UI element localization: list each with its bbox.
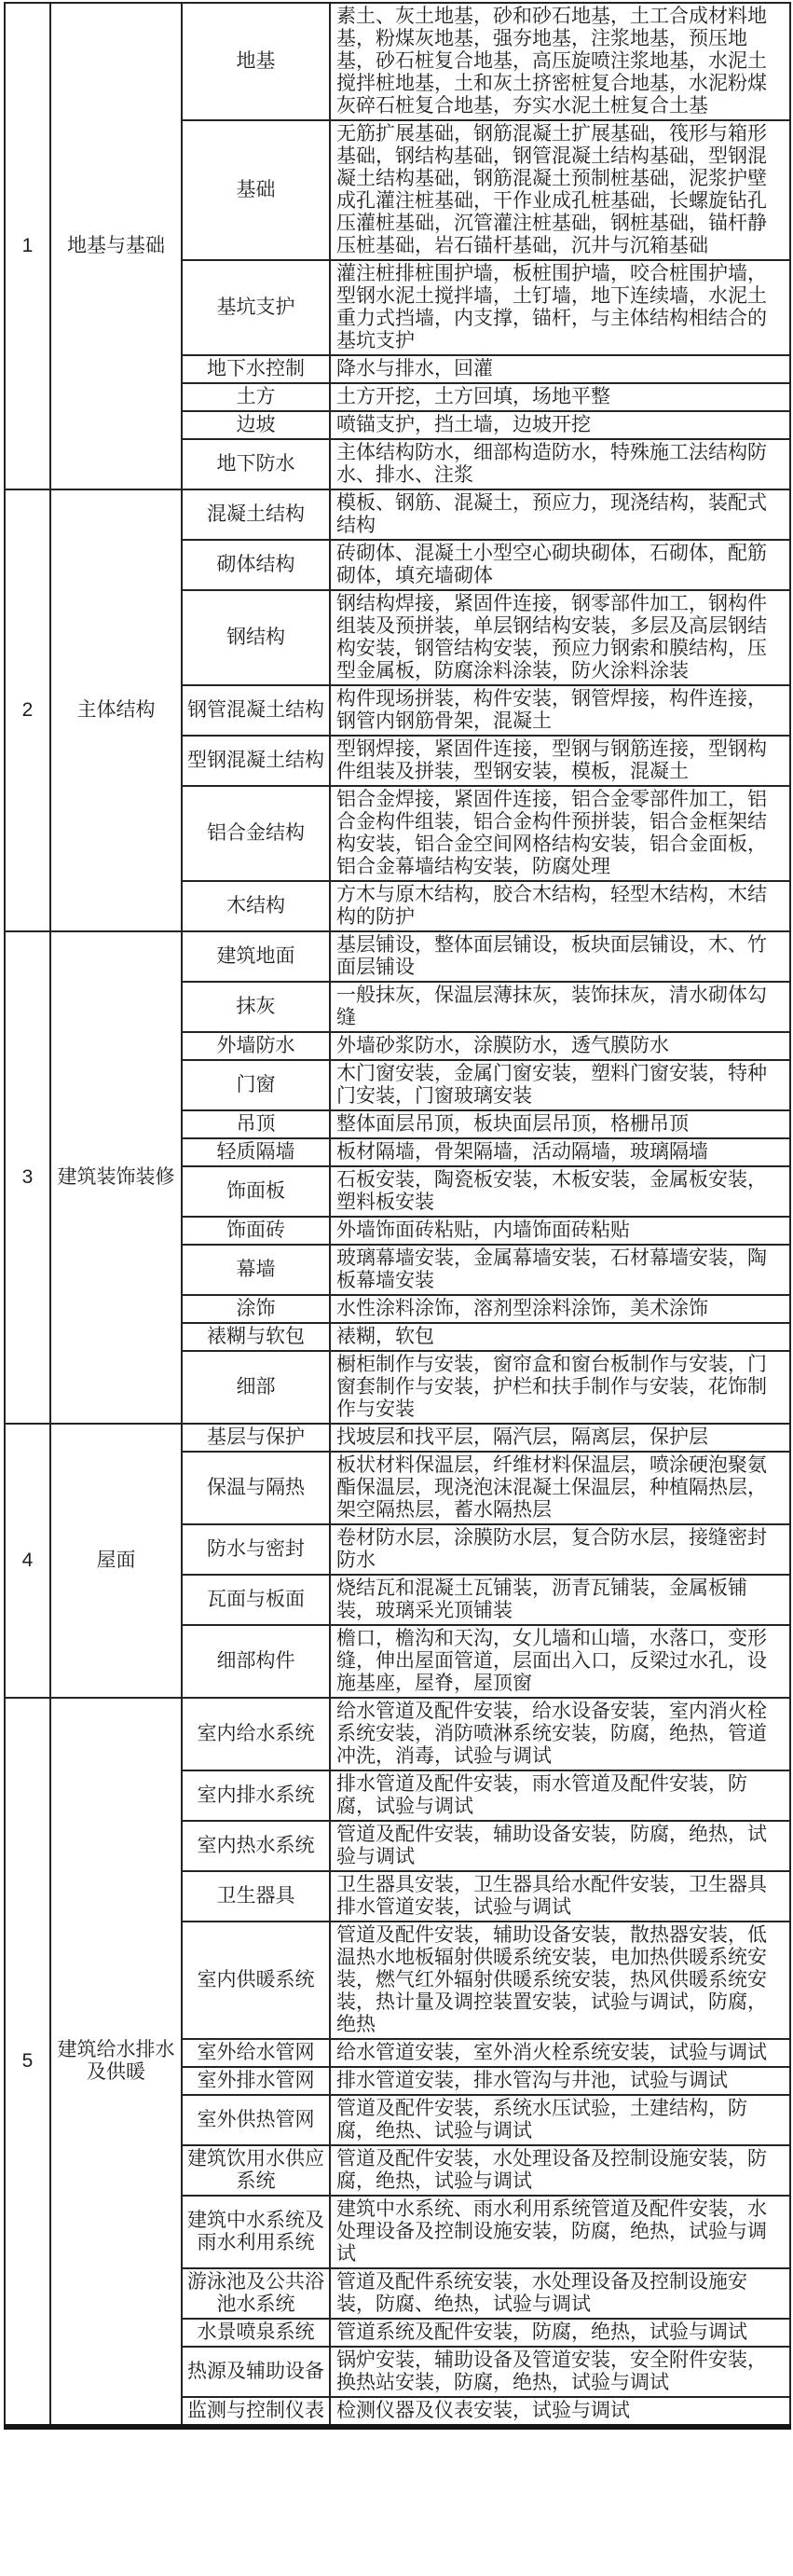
subcategory-label-cell: 室外排水管网 xyxy=(182,2067,330,2095)
subcategory-label-cell: 细部构件 xyxy=(182,1625,330,1698)
work-items-cell: 降水与排水，回灌 xyxy=(330,355,790,383)
table-row xyxy=(5,3,790,120)
work-items-cell: 檐口，檐沟和天沟，女儿墙和山墙，水落口，变形缝，伸出屋面管道，层面出入口，反梁过水孔，设施基座，屋脊，屋顶窗 xyxy=(330,1625,790,1698)
work-items-cell: 管道及配件安装，系统水压试验，土建结构，防腐，绝热、试验与调试 xyxy=(330,2095,790,2145)
work-items-cell: 钢结构焊接，紧固件连接，钢零部件加工，钢构件组装及预拼装，单层钢结构安装，多层及高层钢结构安装，钢管结构安装，预应力钢索和膜结构，压型金属板，防腐涂料涂装，防火涂料涂装 xyxy=(330,590,790,685)
subcategory-label-cell: 型钢混凝土结构 xyxy=(182,736,330,786)
work-items-cell: 木门窗安装，金属门窗安装，塑料门窗安装，特种门安装，门窗玻璃安装 xyxy=(330,1060,790,1110)
subcategory-label-cell: 地下防水 xyxy=(182,439,330,489)
subcategory-label-cell: 门窗 xyxy=(182,1060,330,1110)
subcategory-label-cell: 室外给水管网 xyxy=(182,2039,330,2067)
category-name-cell: 地基与基础 xyxy=(50,3,182,489)
subcategory-label-cell: 地基 xyxy=(182,3,330,120)
work-items-cell: 检测仪器及仪表安装，试验与调试 xyxy=(330,2397,790,2427)
construction-classification-table xyxy=(4,2,791,2430)
subcategory-label-cell: 基坑支护 xyxy=(182,260,330,355)
work-items-cell: 管道及配件安装，水处理设备及控制设施安装，防腐，绝热，试验与调试 xyxy=(330,2145,790,2196)
work-items-cell: 锅炉安装，辅助设备及管道安装，安全附件安装，换热站安装，防腐，绝热，试验与调试 xyxy=(330,2347,790,2397)
subcategory-label-cell: 室外供热管网 xyxy=(182,2095,330,2145)
subcategory-label-cell: 瓦面与板面 xyxy=(182,1575,330,1625)
work-items-cell: 烧结瓦和混凝土瓦铺装，沥青瓦铺装，金属板铺装，玻璃采光顶铺装 xyxy=(330,1575,790,1625)
work-items-cell: 基层铺设，整体面层铺设，板块面层铺设，木、竹面层铺设 xyxy=(330,931,790,982)
subcategory-label-cell: 水景喷泉系统 xyxy=(182,2319,330,2347)
subcategory-label-cell: 混凝土结构 xyxy=(182,489,330,540)
table-body xyxy=(5,3,790,2427)
table-row xyxy=(5,931,790,982)
subcategory-label-cell: 吊顶 xyxy=(182,1110,330,1138)
subcategory-label-cell: 抹灰 xyxy=(182,982,330,1032)
subcategory-label-cell: 钢管混凝土结构 xyxy=(182,685,330,736)
category-name-cell: 主体结构 xyxy=(50,489,182,931)
work-items-cell: 砖砌体、混凝土小型空心砌块砌体，石砌体，配筋砌体，填充墙砌体 xyxy=(330,540,790,590)
work-items-cell: 型钢焊接，紧固件连接，型钢与钢筋连接，型钢构件组装及拼装，型钢安装，模板，混凝土 xyxy=(330,736,790,786)
work-items-cell: 给水管道及配件安装，给水设备安装，室内消火栓系统安装，消防喷淋系统安装，防腐，绝热，管道冲洗，消毒，试验与调试 xyxy=(330,1698,790,1770)
subcategory-label-cell: 外墙防水 xyxy=(182,1032,330,1060)
subcategory-label-cell: 裱糊与软包 xyxy=(182,1323,330,1351)
subcategory-label-cell: 防水与密封 xyxy=(182,1524,330,1575)
category-number-cell: 2 xyxy=(5,489,50,931)
subcategory-label-cell: 基层与保护 xyxy=(182,1424,330,1452)
subcategory-label-cell: 土方 xyxy=(182,383,330,411)
work-items-cell: 管道及配件系统安装，水处理设备及控制设施安装，防腐、绝热，试验与调试 xyxy=(330,2268,790,2319)
table-row xyxy=(5,1424,790,1452)
subcategory-label-cell: 卫生器具 xyxy=(182,1871,330,1922)
subcategory-label-cell: 热源及辅助设备 xyxy=(182,2347,330,2397)
subcategory-label-cell: 轻质隔墙 xyxy=(182,1138,330,1166)
work-items-cell: 水性涂料涂饰，溶剂型涂料涂饰，美术涂饰 xyxy=(330,1295,790,1323)
work-items-cell: 外墙饰面砖粘贴，内墙饰面砖粘贴 xyxy=(330,1217,790,1245)
category-number-cell: 3 xyxy=(5,931,50,1424)
work-items-cell: 管道系统及配件安装，防腐，绝热，试验与调试 xyxy=(330,2319,790,2347)
work-items-cell: 找坡层和找平层，隔汽层，隔离层，保护层 xyxy=(330,1424,790,1452)
work-items-cell: 管道及配件安装，辅助设备安装，防腐，绝热，试验与调试 xyxy=(330,1821,790,1871)
subcategory-label-cell: 木结构 xyxy=(182,881,330,931)
work-items-cell: 卷材防水层，涂膜防水层，复合防水层，接缝密封防水 xyxy=(330,1524,790,1575)
work-items-cell: 给水管道安装，室外消火栓系统安装，试验与调试 xyxy=(330,2039,790,2067)
work-items-cell: 管道及配件安装，辅助设备安装，散热器安装，低温热水地板辐射供暖系统安装，电加热供暖系统安装，燃气红外辐射供暖系统安装，热风供暖系统安装，热计量及调控装置安装，试验与调试，防腐，绝热 xyxy=(330,1922,790,2039)
subcategory-label-cell: 室内供暖系统 xyxy=(182,1922,330,2039)
work-items-cell: 板状材料保温层，纤维材料保温层，喷涂硬泡聚氨酯保温层，现浇泡沫混凝土保温层，种植隔热层，架空隔热层，蓄水隔热层 xyxy=(330,1452,790,1524)
subcategory-label-cell: 建筑饮用水供应系统 xyxy=(182,2145,330,2196)
work-items-cell: 灌注桩排桩围护墙，板桩围护墙，咬合桩围护墙，型钢水泥土搅拌墙，土钉墙，地下连续墙，水泥土重力式挡墙，内支撑，锚杆，与主体结构相结合的基坑支护 xyxy=(330,260,790,355)
category-name-cell: 建筑装饰装修 xyxy=(50,931,182,1424)
work-items-cell: 喷锚支护，挡土墙，边坡开挖 xyxy=(330,411,790,439)
table-row xyxy=(5,1698,790,1770)
work-items-cell: 建筑中水系统、雨水利用系统管道及配件安装，水处理设备及控制设施安装，防腐，绝热，试验与调试 xyxy=(330,2196,790,2268)
subcategory-label-cell: 保温与隔热 xyxy=(182,1452,330,1524)
subcategory-label-cell: 饰面板 xyxy=(182,1166,330,1217)
table-row xyxy=(5,489,790,540)
subcategory-label-cell: 砌体结构 xyxy=(182,540,330,590)
subcategory-label-cell: 基础 xyxy=(182,120,330,260)
category-number-cell: 4 xyxy=(5,1424,50,1698)
category-number-cell: 1 xyxy=(5,3,50,489)
subcategory-label-cell: 边坡 xyxy=(182,411,330,439)
work-items-cell: 整体面层吊顶，板块面层吊顶，格栅吊顶 xyxy=(330,1110,790,1138)
subcategory-label-cell: 地下水控制 xyxy=(182,355,330,383)
category-name-cell: 屋面 xyxy=(50,1424,182,1698)
subcategory-label-cell: 饰面砖 xyxy=(182,1217,330,1245)
work-items-cell: 石板安装，陶瓷板安装，木板安装，金属板安装，塑料板安装 xyxy=(330,1166,790,1217)
subcategory-label-cell: 幕墙 xyxy=(182,1245,330,1295)
work-items-cell: 排水管道及配件安装，雨水管道及配件安装，防腐，试验与调试 xyxy=(330,1770,790,1821)
subcategory-label-cell: 室内排水系统 xyxy=(182,1770,330,1821)
work-items-cell: 橱柜制作与安装，窗帘盒和窗台板制作与安装，门窗套制作与安装，护栏和扶手制作与安装，花饰制作与安装 xyxy=(330,1351,790,1424)
work-items-cell: 一般抹灰，保温层薄抹灰，装饰抹灰，清水砌体勾缝 xyxy=(330,982,790,1032)
work-items-cell: 素土、灰土地基，砂和砂石地基，土工合成材料地基，粉煤灰地基，强夯地基，注浆地基，预压地基，砂石桩复合地基，高压旋喷注浆地基，水泥土搅拌桩地基，土和灰土挤密桩复合地基，水泥粉煤灰碎石桩复合地基，夯实水泥土桩复合土基 xyxy=(330,3,790,120)
category-name-cell: 建筑给水排水及供暖 xyxy=(50,1698,182,2427)
subcategory-label-cell: 钢结构 xyxy=(182,590,330,685)
work-items-cell: 土方开挖，土方回填，场地平整 xyxy=(330,383,790,411)
subcategory-label-cell: 室内热水系统 xyxy=(182,1821,330,1871)
work-items-cell: 主体结构防水，细部构造防水，特殊施工法结构防水、排水、注浆 xyxy=(330,439,790,489)
work-items-cell: 模板、钢筋、混凝土，预应力，现浇结构，装配式结构 xyxy=(330,489,790,540)
subcategory-label-cell: 游泳池及公共浴池水系统 xyxy=(182,2268,330,2319)
work-items-cell: 卫生器具安装，卫生器具给水配件安装，卫生器具排水管道安装，试验与调试 xyxy=(330,1871,790,1922)
subcategory-label-cell: 细部 xyxy=(182,1351,330,1424)
subcategory-label-cell: 建筑地面 xyxy=(182,931,330,982)
work-items-cell: 无筋扩展基础，钢筋混凝土扩展基础，筏形与箱形基础，钢结构基础，钢管混凝土结构基础，型钢混凝土结构基础，钢筋混凝土预制桩基础，泥浆护壁成孔灌注桩基础，干作业成孔桩基础，长螺旋钻孔压灌桩基础，沉管灌注桩基础，钢桩基础，锚杆静压桩基础，岩石锚杆基础，沉井与沉箱基础 xyxy=(330,120,790,260)
work-items-cell: 方木与原木结构，胶合木结构，轻型木结构，木结构的防护 xyxy=(330,881,790,931)
work-items-cell: 裱糊，软包 xyxy=(330,1323,790,1351)
category-number-cell: 5 xyxy=(5,1698,50,2427)
work-items-cell: 板材隔墙，骨架隔墙，活动隔墙，玻璃隔墙 xyxy=(330,1138,790,1166)
subcategory-label-cell: 涂饰 xyxy=(182,1295,330,1323)
work-items-cell: 构件现场拼装，构件安装，钢管焊接，构件连接，钢管内钢筋骨架，混凝土 xyxy=(330,685,790,736)
subcategory-label-cell: 监测与控制仪表 xyxy=(182,2397,330,2427)
subcategory-label-cell: 室内给水系统 xyxy=(182,1698,330,1770)
subcategory-label-cell: 建筑中水系统及雨水利用系统 xyxy=(182,2196,330,2268)
work-items-cell: 铝合金焊接，紧固件连接，铝合金零部件加工，铝合金构件组装，铝合金构件预拼装，铝合金框架结构安装，铝合金空间网格结构安装，铝合金面板，铝合金幕墙结构安装，防腐处理 xyxy=(330,786,790,881)
work-items-cell: 外墙砂浆防水，涂膜防水，透气膜防水 xyxy=(330,1032,790,1060)
subcategory-label-cell: 铝合金结构 xyxy=(182,786,330,881)
work-items-cell: 玻璃幕墙安装，金属幕墙安装，石材幕墙安装，陶板幕墙安装 xyxy=(330,1245,790,1295)
work-items-cell: 排水管道安装，排水管沟与井池，试验与调试 xyxy=(330,2067,790,2095)
